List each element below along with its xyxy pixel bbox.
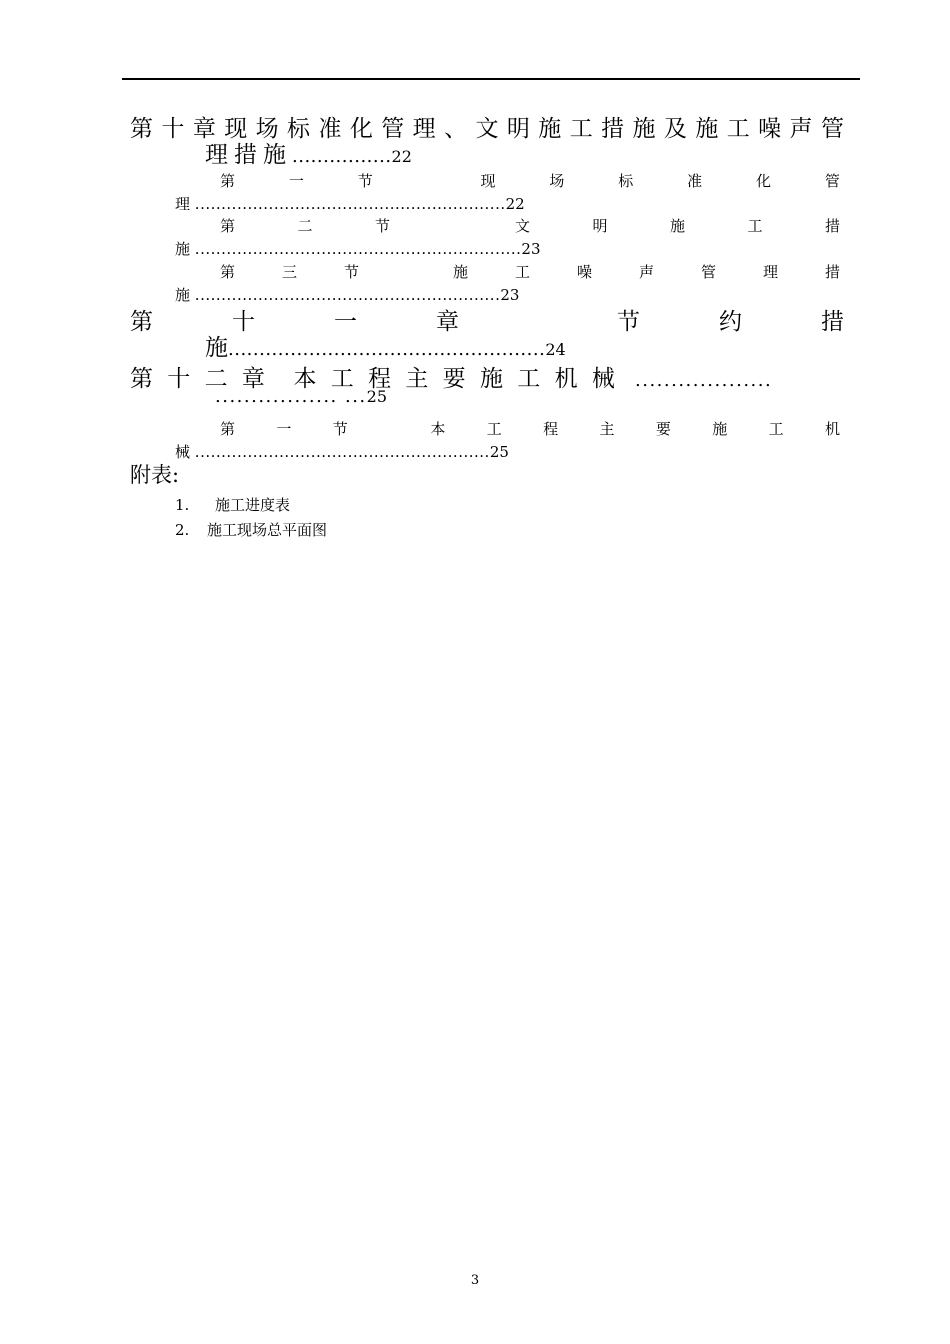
toc-section-10-2-title-char: 工 [747, 217, 763, 235]
toc-chapter-10-title-char: 、 [444, 116, 468, 142]
toc-section-10-1-title-char: 准 [687, 172, 703, 190]
toc-section-12-1-line2[interactable] [175, 441, 509, 462]
toc-section-10-3-line1[interactable] [220, 261, 840, 282]
toc-chapter-11-title-char: 一 [334, 309, 357, 335]
toc-chapter-10-title-char: 明 [506, 116, 530, 142]
toc-section-10-3-title-cont: 施 [175, 286, 191, 304]
toc-chapter-11-leader: ................................................... [228, 339, 546, 360]
toc-section-10-2-title-char: 措 [824, 217, 840, 235]
appendix-item-label: 施工进度表 [215, 496, 291, 514]
toc-chapter-10-title-char: 及 [663, 116, 687, 142]
toc-section-10-3-title-char: 节 [344, 263, 360, 281]
toc-chapter-11-title-char: 措 [821, 309, 844, 335]
toc-chapter-10-line2[interactable] [205, 136, 412, 169]
toc-section-10-3-title-char: 三 [282, 263, 298, 281]
header-rule [122, 78, 860, 80]
toc-chapter-10-title-char: 第 [130, 116, 153, 142]
toc-chapter-11-title-char: 第 [130, 309, 153, 335]
toc-chapter-12-leader-1: ................... [635, 370, 773, 391]
toc-chapter-10-title-char: 管 [820, 116, 844, 142]
toc-section-10-3-title-char: 工 [514, 263, 530, 281]
toc-chapter-10-title-char: 施 [632, 116, 656, 142]
toc-section-10-1-title-char: 现 [480, 172, 496, 190]
toc-section-12-1-title-char: 工 [768, 420, 784, 438]
toc-chapter-12-title-char: 工 [517, 366, 541, 392]
toc-section-10-3-title-char: 理 [762, 263, 778, 281]
toc-section-10-1-title-char: 一 [288, 172, 304, 190]
toc-section-10-1-title-char: 化 [755, 172, 771, 190]
toc-chapter-10-page: 22 [391, 147, 412, 166]
toc-section-12-1-title-char: 主 [599, 420, 615, 438]
toc-chapter-11-title-char: 章 [436, 309, 459, 335]
toc-section-12-1-title-char: 程 [543, 420, 559, 438]
toc-chapter-10-title-char: 理 [412, 116, 436, 142]
toc-section-10-2-title-char: 明 [592, 217, 608, 235]
toc-chapter-10-title-char: 管 [381, 116, 405, 142]
toc-chapter-10-title-char: 工 [726, 116, 750, 142]
toc-section-10-2-title-char: 节 [375, 217, 391, 235]
toc-section-10-1-line2[interactable] [175, 193, 525, 214]
toc-section-10-2-title-cont: 施 [175, 240, 191, 258]
toc-chapter-10-title-char: 施 [695, 116, 719, 142]
toc-chapter-11-title-char: 十 [232, 309, 255, 335]
toc-section-10-1-title-char: 管 [824, 172, 840, 190]
toc-section-12-1-title-char: 第 [220, 420, 236, 438]
appendix-item-label: 施工现场总平面图 [207, 521, 328, 539]
toc-chapter-11-line2[interactable] [205, 329, 566, 362]
toc-chapter-12-title-char: 本 [293, 366, 317, 392]
toc-section-10-3-title-char: 施 [452, 263, 468, 281]
toc-chapter-12-title-char: 工 [330, 366, 354, 392]
toc-section-10-3-title-char: 第 [220, 263, 236, 281]
toc-chapter-10-title-char: 化 [349, 116, 373, 142]
appendix-item-number: 2. [175, 521, 190, 539]
toc-chapter-10-title-char: 场 [255, 116, 279, 142]
toc-section-12-1-line1[interactable] [220, 418, 840, 439]
toc-section-12-1-leader: ........................................................ [194, 443, 490, 461]
toc-chapter-10-title-char: 现 [224, 116, 248, 142]
toc-chapter-10-title-char: 文 [475, 116, 499, 142]
toc-chapter-10-title-char: 施 [538, 116, 562, 142]
toc-chapter-10-title-char: 措 [601, 116, 625, 142]
toc-section-10-2-title-char: 文 [514, 217, 530, 235]
toc-section-10-1-title-char: 场 [549, 172, 565, 190]
toc-section-12-1-title-char: 一 [276, 420, 292, 438]
toc-section-12-1-title-cont: 械 [175, 443, 191, 461]
toc-section-10-1-title-cont: 理 [175, 195, 191, 213]
toc-section-10-1-title-char: 第 [220, 172, 236, 190]
toc-chapter-12-title-char: 械 [591, 366, 615, 392]
page-number: 3 [470, 1273, 480, 1288]
toc-section-10-2-title-char: 二 [297, 217, 313, 235]
toc-section-10-1-leader: ........................................................... [194, 195, 506, 213]
toc-section-12-1-title-char: 节 [332, 420, 348, 438]
toc-chapter-10-title-char: 章 [192, 116, 216, 142]
toc-chapter-10-title-cont: 理措施 [205, 142, 292, 168]
appendix-item[interactable] [175, 494, 290, 515]
toc-chapter-11-title-cont: 施 [205, 335, 228, 361]
appendix-item[interactable] [175, 519, 327, 540]
toc-section-10-3-line2[interactable] [175, 284, 519, 305]
toc-chapter-12-title-char: 十 [167, 366, 191, 392]
toc-chapter-10-title-char: 声 [789, 116, 813, 142]
toc-chapter-12-title-char: 机 [554, 366, 578, 392]
toc-section-10-3-title-char: 噪 [576, 263, 592, 281]
toc-section-10-1-title-char: 节 [357, 172, 373, 190]
toc-chapter-12-title-char: 施 [479, 366, 503, 392]
toc-section-10-3-leader: .......................................................... [194, 286, 501, 304]
toc-section-10-1-title-char: 标 [618, 172, 634, 190]
toc-chapter-10-title-char: 准 [318, 116, 342, 142]
toc-chapter-10-title-char: 工 [569, 116, 593, 142]
toc-chapter-10-title-char: 标 [287, 116, 311, 142]
toc-section-10-3-title-char: 管 [700, 263, 716, 281]
toc-section-10-3-title-char: 声 [638, 263, 654, 281]
toc-chapter-10-leader: ................ [292, 146, 392, 167]
toc-chapter-11-title-char: 约 [719, 309, 742, 335]
toc-section-10-2-line1[interactable] [220, 215, 840, 236]
toc-section-10-1-page: 22 [505, 195, 525, 213]
toc-section-10-2-title-char: 第 [220, 217, 236, 235]
toc-chapter-12-title-char: 章 [241, 366, 265, 392]
toc-section-12-1-title-char: 工 [486, 420, 502, 438]
toc-chapter-12-title-char: 要 [442, 366, 466, 392]
toc-section-10-2-line2[interactable] [175, 238, 541, 259]
toc-chapter-12-title-char: 二 [204, 366, 228, 392]
toc-section-12-1-title-char: 本 [430, 420, 446, 438]
appendix-item-number: 1. [175, 496, 190, 514]
toc-chapter-10-title-char: 噪 [758, 116, 782, 142]
toc-section-10-1-line1[interactable] [220, 170, 840, 191]
toc-section-10-3-title-char: 措 [824, 263, 840, 281]
toc-section-12-1-title-char: 机 [824, 420, 840, 438]
toc-chapter-12-line2[interactable] [215, 386, 387, 407]
toc-chapter-12-title-char: 主 [405, 366, 429, 392]
toc-chapter-12-page: 25 [366, 387, 388, 406]
appendix-title: 附表: [130, 463, 180, 487]
toc-section-10-2-leader: .............................................................. [194, 240, 522, 258]
toc-chapter-12-title-char: 程 [368, 366, 392, 392]
toc-section-10-2-page: 23 [521, 240, 541, 258]
toc-section-10-3-page: 23 [500, 286, 520, 304]
toc-chapter-11-title-char: 节 [617, 309, 640, 335]
toc-section-10-2-title-char: 施 [669, 217, 685, 235]
toc-chapter-12-title-char: 第 [130, 366, 153, 392]
toc-chapter-11-page: 24 [545, 340, 566, 359]
toc-chapter-12-leader-2: ................. ... [215, 386, 367, 407]
toc-section-12-1-title-char: 要 [655, 420, 671, 438]
toc-section-12-1-title-char: 施 [712, 420, 728, 438]
toc-section-12-1-page: 25 [489, 443, 509, 461]
toc-chapter-10-title-char: 十 [161, 116, 185, 142]
